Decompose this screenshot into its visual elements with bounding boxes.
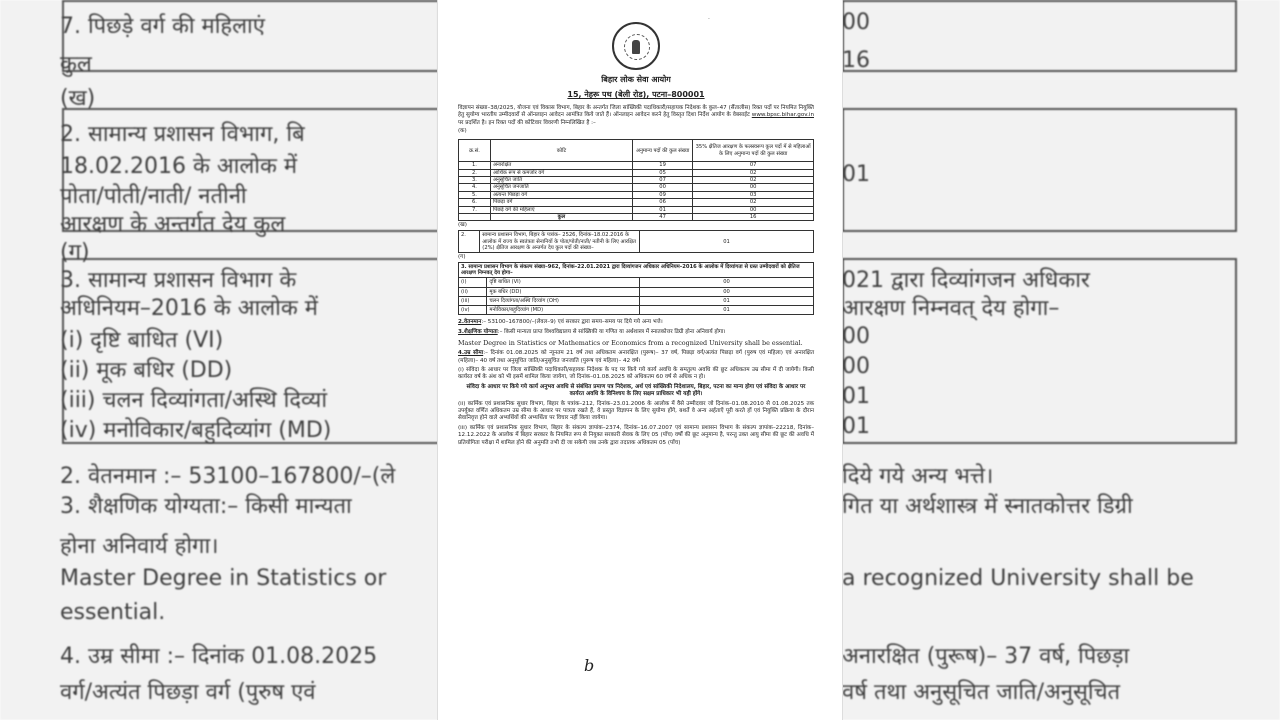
row-category: आर्थिक रूप से कमजोर वर्ग [490, 169, 632, 176]
kha-value: 01 [640, 231, 814, 253]
bg-left-line: (ग) [60, 240, 90, 265]
intro-paragraph [458, 105, 814, 127]
vacancy-total-row [459, 214, 814, 221]
bg-right-line: वर्ष तथा अनुसूचित जाति/अनुसूचित [842, 680, 1121, 705]
section-kha: (ख) [458, 222, 467, 229]
ga-value: 01 [640, 296, 814, 305]
signature-mark: b [584, 656, 595, 675]
bg-right-line: 00 [842, 10, 870, 35]
bg-right-line: 01 [842, 162, 870, 187]
table-row [459, 278, 814, 287]
clause-i: (i) संविदा के आधार पर जिला सांख्यिकी पदाधिकारी/सहायक निदेशक के पद पर किये गये कार्य अवधि के समतुल्य अवधि की छूट अधिकतम उम्र सीमा में दी जायेगी। किसी कार्यरत वर्ष के अंश को भी इसमें शामिल किया जायेगा, जो दिनांक–01.08.2025 को अधिकतम 60 वर्ष से अधिक न हो। [458, 366, 814, 381]
edu-text: :– किसी मान्यता प्राप्त विश्वविद्यालय से सांख्यिकी या गणित या अर्थशास्त्र में स्नातकोत्तर डिग्री होना अनिवार्य होगा। [497, 328, 726, 335]
age-label: 4.उम्र सीमा [458, 350, 484, 357]
row-women: 02 [693, 177, 814, 184]
table-row [459, 169, 814, 176]
bg-left-line: होना अनिवार्य होगा। [60, 534, 219, 559]
bg-left-line: (i) दृष्टि बाधित (VI) [60, 328, 224, 353]
bg-left-line: 7. पिछड़े वर्ग की महिलाएं [60, 14, 265, 39]
ga-num: (ii) [459, 287, 487, 296]
ga-label: दृष्टि बाधित (VI) [487, 278, 640, 287]
bg-right-line: 00 [842, 354, 870, 379]
total-posts: 47 [632, 214, 692, 221]
ga-label: चलन दिव्यांगता/अस्थि दिव्यांग (OH) [487, 296, 640, 305]
bg-left-line: कुल [60, 52, 92, 77]
org-name: बिहार लोक सेवा आयोग [601, 75, 671, 84]
bg-right-line: 01 [842, 384, 870, 409]
bg-left-line: आरक्षण के अन्तर्गत देय कुल [60, 212, 286, 237]
ga-header-row [459, 263, 814, 278]
section-ka: (क) [458, 128, 467, 135]
row-category: अनारक्षित [490, 162, 632, 169]
ga-num: (iii) [459, 296, 487, 305]
table-row [459, 191, 814, 198]
total-empty [459, 214, 491, 221]
bg-right-line: 00 [842, 324, 870, 349]
clause-ii: (ii) कार्मिक एवं प्रशासनिक सुधार विभाग, बिहार के पत्रांक–212, दिनांक–23.01.2006 के आलोक में वैसे उम्मीदवार जो दिनांक–01.08.2010 से 01.08.2025 तक उपर्युक्त वर्णित अधिकतम उम्र सीमा के आधार पर पात्रता रखते हैं, वे प्रस्तुत विज्ञापन के लिए सुयोग्य होंगे, बशर्ते वे अन्य अर्हताएँ पूरी करते हों एवं नियुक्ति प्रक्रिया के दौरान सेवानिवृत्त होने वाले अभ्यर्थियों की अभ्यर्थिता पर विचार नहीं किया जायेगा। [458, 400, 814, 422]
row-women: 00 [693, 206, 814, 213]
age-text: :– दिनांक 01.08.2025 को न्यूनतम 21 वर्ष तथा अधिकतम अनारक्षित (पुरूष)– 37 वर्ष, पिछड़ा वर्ग/अत्यंत पिछड़ा वर्ग (पुरुष एवं महिला) एवं अनारक्षित (महिला)– 40 वर्ष तथा अनुसूचित जाति/अनुसूचित जनजाति (पुरूष एवं महिला)– 42 वर्ष। [458, 350, 815, 364]
bg-left-line: अधिनियम–2016 के आलोक में [60, 296, 318, 321]
row-women: 03 [693, 191, 814, 198]
kha-text: सामान्य प्रशासन विभाग, बिहार के पत्रांक– 2526, दिनांक–18.02.2016 के आलोक में राज्य के स्वतंत्रता सेनानियों के पोता/पोती/नाती/ नतीनी के लिए आरक्षित (2%) क्षैतिज आरक्षण के अन्तर्गत देय कुल पदों की संख्या– [480, 231, 640, 253]
kha-row [459, 231, 814, 253]
bg-left-line: 2. सामान्य प्रशासन विभाग, बि [60, 122, 305, 147]
row-sno: 1. [459, 162, 491, 169]
row-total: 00 [632, 184, 692, 191]
row-women: 07 [693, 162, 814, 169]
bg-left-line: (ii) मूक बधिर (DD) [60, 358, 233, 383]
bg-left-line: 2. वेतनमान :– 53100–167800/–(ले [60, 464, 396, 489]
ga-value: 00 [640, 287, 814, 296]
bg-left-line: (ख) [60, 86, 96, 111]
row-total: 19 [632, 162, 692, 169]
edu-label: 3.शैक्षणिक योग्यता [458, 328, 498, 335]
table-row [459, 296, 814, 305]
table-row [459, 184, 814, 191]
row-women: 00 [693, 184, 814, 191]
disability-table-body [459, 278, 814, 315]
table-row [459, 206, 814, 213]
row-total: 05 [632, 169, 692, 176]
pay-scale [458, 319, 814, 326]
bg-left-line: 18.02.2016 के आलोक में [60, 154, 297, 179]
ga-header: 3. सामान्य प्रशासन विभाग के संकल्प संख्या–962, दिनांक–22.01.2021 द्वारा दिव्यांगजन अधिकार अधिनियम–2016 के आलोक में दिव्यांगता से ग्रस्त उम्मीदवारों को क्षैतिज आरक्षण निम्नवत् देय होगा– [459, 263, 814, 278]
speck: . [708, 14, 710, 21]
row-total: 09 [632, 191, 692, 198]
bg-right-line: 021 द्वारा दिव्यांगजन अधिकार [842, 268, 1090, 293]
bg-left-line: 3. शैक्षणिक योग्यता:– किसी मान्यता [60, 494, 352, 519]
bg-right-line: 16 [842, 48, 870, 73]
col-category: कोटि [490, 140, 632, 162]
row-total: 07 [632, 177, 692, 184]
edu-english: Master Degree in Statistics or Mathematics or Economics from a recognized University shall be essential. [458, 339, 803, 348]
row-sno: 7. [459, 206, 491, 213]
ga-num: (iv) [459, 306, 487, 315]
pay-text: :– 53100–167800/–(लेवल–9) एवं सरकार द्वारा समय–समय पर दिये गये अन्य भत्ते। [481, 319, 663, 326]
section-ga: (ग) [458, 254, 466, 261]
ga-value: 00 [640, 278, 814, 287]
website-link[interactable]: www.bpsc.bihar.gov.in [751, 112, 814, 119]
bg-left-line: (iii) चलन दिव्यांगता/अस्थि दिव्यां [60, 388, 328, 413]
table-row [459, 162, 814, 169]
bg-left-line: (iv) मनोविकार/बहुदिव्यांग (MD) [60, 418, 332, 443]
document-page [438, 0, 842, 720]
bg-left-line: वर्ग/अत्यंत पिछड़ा वर्ग (पुरुष एवं [60, 680, 316, 705]
row-sno: 2. [459, 169, 491, 176]
row-women: 02 [693, 169, 814, 176]
col-women-posts: 35% क्षैतिज आरक्षण के फलस्वरूप कुल पदों में से महिलाओं के लिए अनुमान्य पदों की कुल संख्या [693, 140, 814, 162]
row-sno: 3. [459, 177, 491, 184]
clause-i-bold: संविदा के आधार पर किये गये कार्य अनुभव अवधि से संबंधित प्रमाण पत्र निदेशक, अर्थ एवं सांख्यिकी निदेशालय, बिहार, पटना का मान्य होगा एवं संविदा के आधार पर कार्यरत अवधि के विनिश्चय के लिए सक्षम प्राधिकार भी यही होंगे। [466, 383, 806, 398]
table-row [459, 306, 814, 315]
bg-left-line: पोता/पोती/नाती/ नतीनी [60, 184, 247, 209]
bg-left-line: 3. सामान्य प्रशासन विभाग के [60, 268, 297, 293]
row-total: 01 [632, 206, 692, 213]
row-category: अत्यन्त पिछड़ा वर्ग [490, 191, 632, 198]
row-category: अनुसूचित जनजाति [490, 184, 632, 191]
total-label: कुल [490, 214, 632, 221]
kha-num: 2. [459, 231, 480, 253]
row-category: अनुसूचित जाति [490, 177, 632, 184]
row-category: पिछड़ा वर्ग [490, 199, 632, 206]
intro-tail: पर प्रदर्शित है। इन रिक्त पदों की कोटिवार विवरणी निम्नलिखित है :– [458, 119, 596, 126]
ga-num: (i) [459, 278, 487, 287]
org-address: 15, नेहरू पथ (बेली रोड), पटना–800001 [567, 90, 705, 99]
bg-left-line: essential. [60, 600, 166, 625]
bpsc-seal-icon [612, 22, 660, 70]
pay-label: 2.वेतनमान [458, 319, 482, 326]
vacancy-table [458, 139, 814, 221]
row-sno: 4. [459, 184, 491, 191]
row-category: पिछड़े वर्ग की महिलाएं [490, 206, 632, 213]
col-total-posts: अनुमान्य पदों की कुल संख्या [632, 140, 692, 162]
row-women: 02 [693, 199, 814, 206]
ga-label: मूक बधिर (DD) [487, 287, 640, 296]
bg-right-line: 01 [842, 414, 870, 439]
row-sno: 6. [459, 199, 491, 206]
bg-right-line: a recognized University shall be [842, 566, 1194, 591]
bg-right-line: गित या अर्थशास्त्र में स्नातकोत्तर डिग्री [842, 494, 1133, 519]
total-women: 16 [693, 214, 814, 221]
table-row [459, 199, 814, 206]
education [458, 329, 814, 336]
bg-left-line: 4. उम्र सीमा :– दिनांक 01.08.2025 [60, 644, 378, 669]
clause-iii: (iii) कार्मिक एवं प्रशासनिक सुधार विभाग, बिहार के संकल्प ज्ञापांक–2374, दिनांक–16.07.2007 एवं सामान्य प्रशासन विभाग के संकल्प ज्ञापांक–22218, दिनांक–12.12.2022 के आलोक में बिहार सरकार के नियमित रूप से नियुक्त सरकारी सेवक के लिए 05 (पाँच) वर्षों की छूट अनुमान्य है, परन्तु उक्त आयु सीमा की छूट की अवधि में प्रतियोगिता परीक्षा में शामिल होने की अनुमति तभी दी जा सकेगी जब उनके द्वारा तदातक अधिकतम 05 (पाँच) [458, 424, 814, 446]
bg-right-line: अनारक्षित (पुरूष)– 37 वर्ष, पिछड़ा [842, 644, 1130, 669]
age-limit [458, 350, 814, 365]
row-total: 06 [632, 199, 692, 206]
bg-right-line: आरक्षण निम्नवत् देय होगा– [842, 296, 1060, 321]
row-sno: 5. [459, 191, 491, 198]
ga-label: मनोविकार/बहुदिव्यांग (MD) [487, 306, 640, 315]
intro-text: विज्ञापन संख्या–38/2025, योजना एवं विकास विभाग, बिहार के अन्तर्गत जिला सांख्यिकी पदाधिकारी/सहायक निदेशक के कुल–47 (सैंतालीस) रिक्त पदों पर नियमित नियुक्ति हेतु सुयोग्य भारतीय उम्मीदवारों से ऑनलाइन आवेदन आमंत्रित किये जाते हैं। ऑनलाइन आवेदन करने हेतु विस्तृत दिशा निर्देश आयोग के वेबसाईट [458, 105, 814, 119]
bg-right-line: दिये गये अन्य भत्ते। [842, 464, 994, 489]
disability-table [458, 262, 814, 315]
freedom-fighter-table [458, 230, 814, 253]
ga-value: 01 [640, 306, 814, 315]
table-row [459, 177, 814, 184]
table-row [459, 287, 814, 296]
vacancy-table-header [459, 140, 814, 162]
vacancy-table-body [459, 162, 814, 214]
bg-left-line: Master Degree in Statistics or [60, 566, 387, 591]
col-sno: क्र.सं. [459, 140, 491, 162]
